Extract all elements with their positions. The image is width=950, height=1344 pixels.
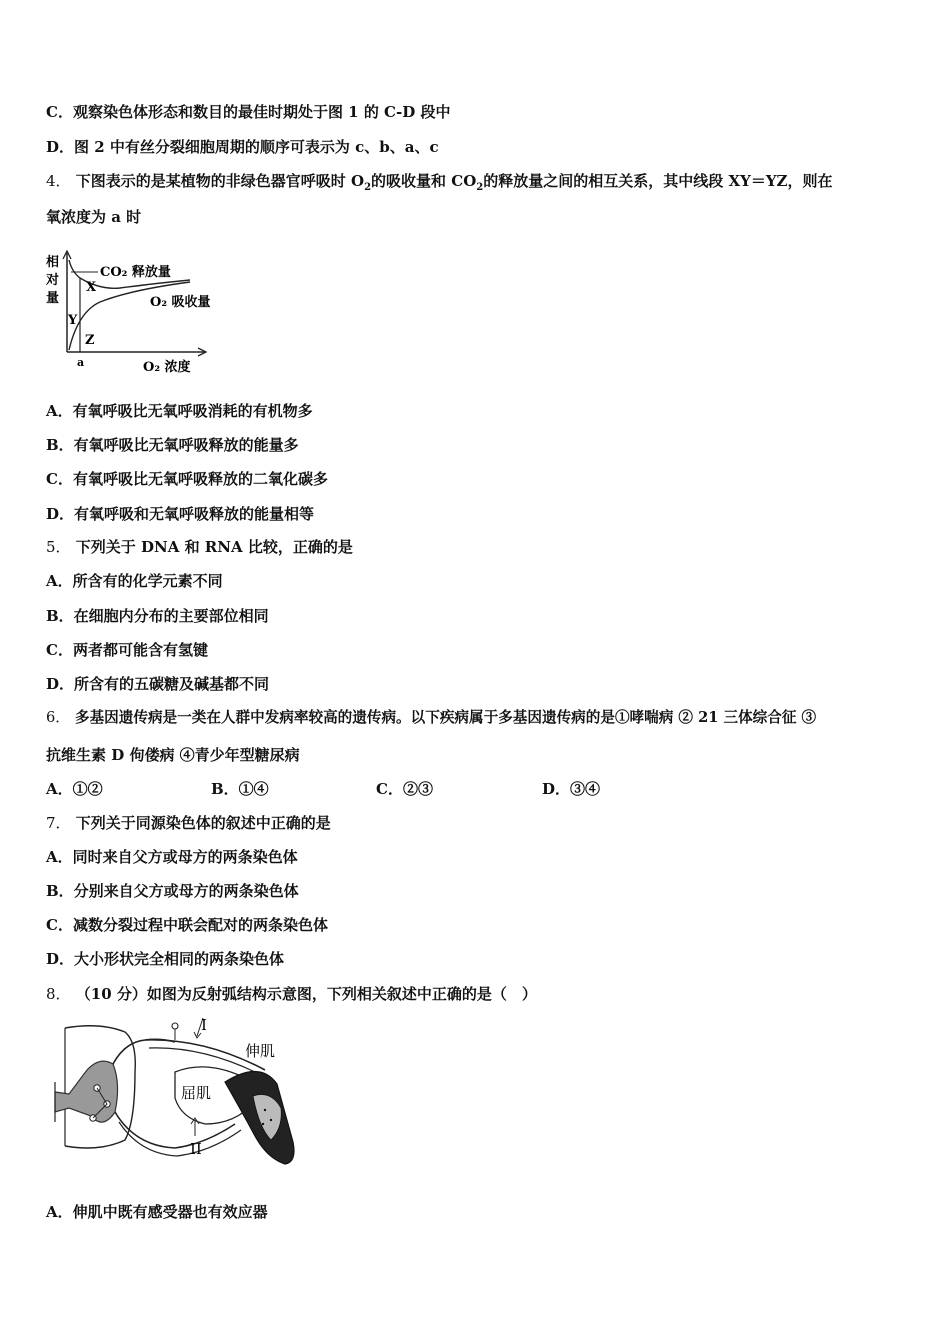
q5-number: 5． <box>46 538 71 556</box>
q4-co2-label: CO₂ 释放量 <box>100 265 171 280</box>
q4-tick-a: a <box>77 356 85 369</box>
q4-point-y: Y <box>68 313 78 328</box>
prev-option-d: D．图 2 中有丝分裂细胞周期的顺序可表示为 c、b、a、c <box>46 138 439 156</box>
q8-stem <box>46 984 537 1004</box>
q7-option-b: B．分别来自父方或母方的两条染色体 <box>46 882 299 900</box>
q4-ylabel-2: 对 <box>46 273 60 288</box>
q6-options-row <box>46 779 946 799</box>
q8-gray-matter <box>55 1061 118 1122</box>
q4-graph-figure <box>40 250 240 375</box>
q5-option-a: A．所含有的化学元素不同 <box>46 572 223 590</box>
q4-xlabel: O₂ 浓度 <box>143 360 191 375</box>
q7-number: 7． <box>46 814 71 832</box>
prev-option-c: C．观察染色体形态和数目的最佳时期处于图 1 的 C-D 段中 <box>46 103 451 121</box>
q5-stem-text: 下列关于 DNA 和 RNA 比较，正确的是 <box>75 538 353 556</box>
q7-option-a: A．同时来自父方或母方的两条染色体 <box>46 848 298 866</box>
q6-option-a: A．①② <box>46 780 103 798</box>
q8-nerve-ii <box>115 1112 235 1148</box>
q7-stem-text: 下列关于同源染色体的叙述中正确的是 <box>75 814 331 832</box>
q6-option-b: B．①④ <box>211 780 269 798</box>
q4-stem-part1: 下图表示的是某植物的非绿色器官呼吸时 O <box>75 172 365 190</box>
q7-stem <box>46 813 331 833</box>
q8-stem-text: （10 分）如图为反射弧结构示意图，下列相关叙述中正确的是（ ） <box>75 985 537 1003</box>
q4-option-c: C．有氧呼吸比无氧呼吸释放的二氧化碳多 <box>46 470 328 488</box>
q4-stem-sub1: 2 <box>364 182 372 193</box>
q7-option-c: C．减数分裂过程中联会配对的两条染色体 <box>46 916 328 934</box>
q8-label-extensor: 伸肌 <box>245 1042 276 1060</box>
q6-stem-line2: 抗维生素 D 佝偻病 ④青少年型糖尿病 <box>46 746 300 764</box>
q8-label-ii: II <box>190 1140 202 1158</box>
q4-stem-part2: 的吸收量和 CO <box>371 172 477 190</box>
q6-stem-text: 多基因遗传病是一类在人群中发病率较高的遗传病。以下疾病属于多基因遗传病的是①哮喘病 ② 21 三体综合征 ③ <box>74 709 817 726</box>
q6-stem-line1 <box>46 708 816 728</box>
q8-label-i: I <box>201 1016 207 1034</box>
q4-point-x: X <box>86 280 97 295</box>
q6-option-d: D．③④ <box>542 780 601 798</box>
q8-reflex-arc-figure <box>45 1012 305 1172</box>
q4-stem-sub2: 2 <box>476 182 484 193</box>
q5-option-c: C．两者都可能含有氢键 <box>46 641 208 659</box>
q4-ylabel-3: 量 <box>46 291 60 306</box>
q5-option-d: D．所含有的五碳糖及碱基都不同 <box>46 675 270 693</box>
q8-label-flexor: 屈肌 <box>181 1084 212 1102</box>
q5-option-b: B．在细胞内分布的主要部位相同 <box>46 607 269 625</box>
q6-number: 6． <box>46 709 70 726</box>
q4-option-a: A．有氧呼吸比无氧呼吸消耗的有机物多 <box>46 402 313 420</box>
q8-option-a: A．伸肌中既有感受器也有效应器 <box>46 1203 268 1221</box>
q8-dorsal-root <box>113 1039 175 1064</box>
q4-point-z: Z <box>85 333 95 348</box>
q4-stem-line1 <box>46 171 832 198</box>
q4-stem-part3: 的释放量之间的相互关系，其中线段 XY＝YZ，则在 <box>483 172 833 190</box>
q4-ylabel-1: 相 <box>46 255 60 270</box>
q4-o2-label: O₂ 吸收量 <box>150 295 211 310</box>
q6-option-c: C．②③ <box>376 780 433 798</box>
q5-stem <box>46 537 353 557</box>
q8-number: 8． <box>46 985 71 1003</box>
q4-option-b: B．有氧呼吸比无氧呼吸释放的能量多 <box>46 436 299 454</box>
q4-stem-line2: 氧浓度为 a 时 <box>46 208 142 226</box>
q4-number: 4． <box>46 172 71 190</box>
q4-option-d: D．有氧呼吸和无氧呼吸释放的能量相等 <box>46 505 315 523</box>
q7-option-d: D．大小形状完全相同的两条染色体 <box>46 950 285 968</box>
